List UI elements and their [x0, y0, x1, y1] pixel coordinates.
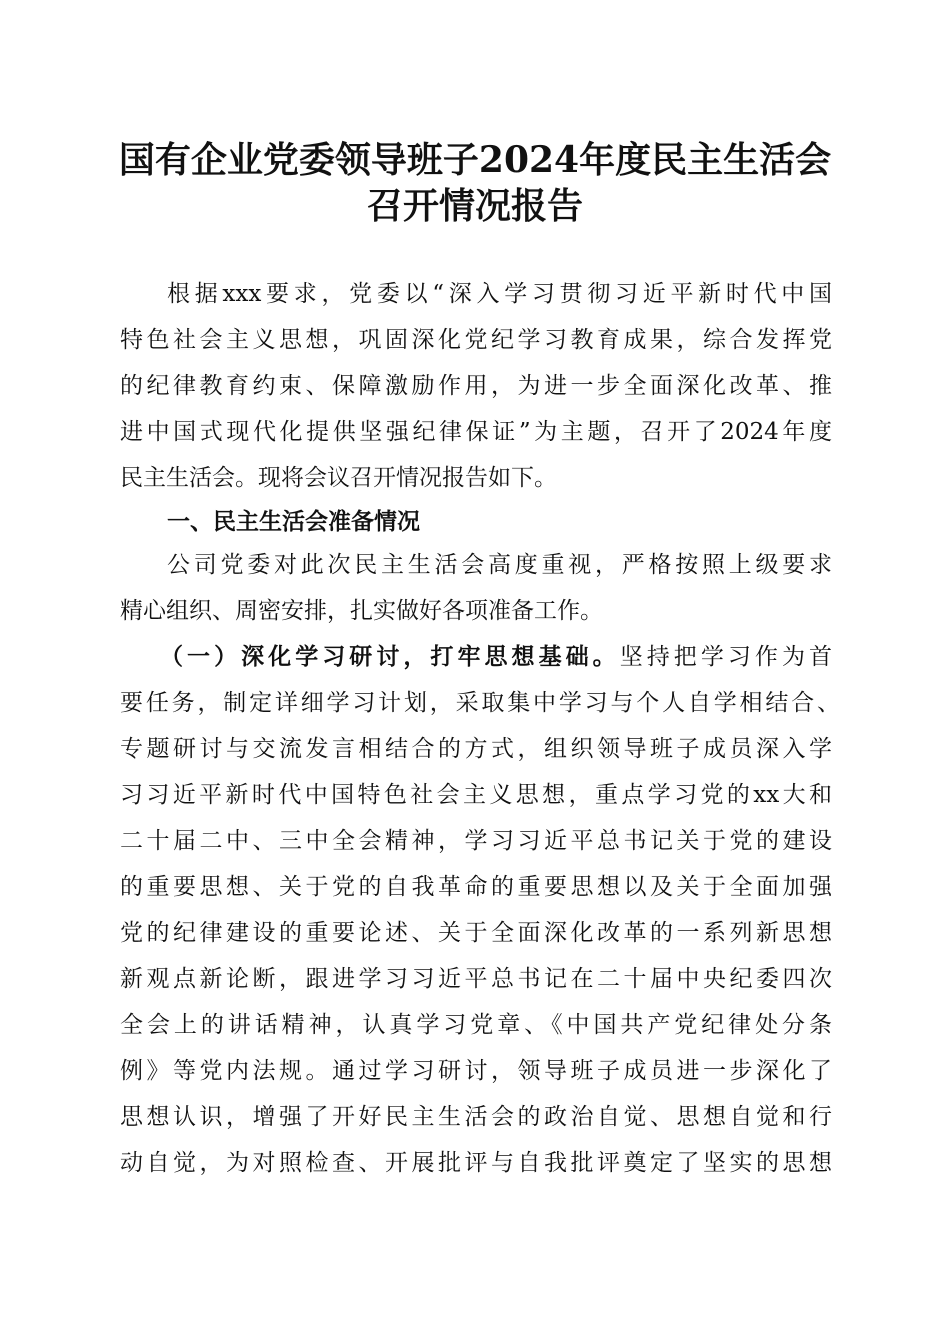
subsection-1-line: 新观点新论断，跟进学习习近平总书记在二十届中央纪委四次 — [120, 966, 832, 992]
section-1-paragraph-line: 精心组织、周密安排，扎实做好各项准备工作。 — [120, 598, 603, 624]
subsection-1-text: 坚持把学习作为首 — [619, 644, 833, 670]
subsection-1-line: 党的纪律建设的重要论述、关于全面深化改革的一系列新思想 — [120, 920, 832, 946]
document-title-line-2: 召开情况报告 — [366, 185, 583, 227]
subsection-1-line: 习习近平新时代中国特色社会主义思想，重点学习党的xx大和 — [120, 782, 832, 808]
document-title-line-1: 国有企业党委领导班子2024年度民主生活会 — [118, 139, 832, 181]
subsection-1-line: 二十届二中、三中全会精神，学习习近平总书记关于党的建设 — [120, 828, 832, 854]
section-1-heading: 一、民主生活会准备情况 — [167, 509, 420, 535]
intro-line: 进中国式现代化提供坚强纪律保证”为主题，召开了2024年度 — [120, 419, 832, 445]
subsection-1-line: 专题研讨与交流发言相结合的方式，组织领导班子成员深入学 — [120, 736, 832, 762]
subsection-1-line: 动自觉，为对照检查、开展批评与自我批评奠定了坚实的思想 — [120, 1150, 832, 1176]
subsection-1-line: 要任务，制定详细学习计划，采取集中学习与个人自学相结合、 — [120, 690, 840, 716]
subsection-1-line: 全会上的讲话精神，认真学习党章、《中国共产党纪律处分条 — [120, 1012, 832, 1038]
section-1-paragraph-line: 公司党委对此次民主生活会高度重视，严格按照上级要求 — [167, 552, 832, 578]
intro-line: 的纪律教育约束、保障激励作用，为进一步全面深化改革、推 — [120, 373, 832, 399]
subsection-1-first-line — [160, 634, 832, 680]
subsection-1-line: 的重要思想、关于党的自我革命的重要思想以及关于全面加强 — [120, 874, 832, 900]
subsection-1-heading: （一）深化学习研讨，打牢思想基础。 — [160, 644, 620, 670]
intro-line: 特色社会主义思想，巩固深化党纪学习教育成果，综合发挥党 — [120, 327, 832, 353]
intro-line: 根据xxx要求，党委以“深入学习贯彻习近平新时代中国 — [167, 281, 832, 307]
intro-line: 民主生活会。现将会议召开情况报告如下。 — [120, 465, 557, 491]
subsection-1-line: 例》等党内法规。通过学习研讨，领导班子成员进一步深化了 — [120, 1058, 832, 1084]
subsection-1-line: 思想认识，增强了开好民主生活会的政治自觉、思想自觉和行 — [120, 1104, 832, 1130]
